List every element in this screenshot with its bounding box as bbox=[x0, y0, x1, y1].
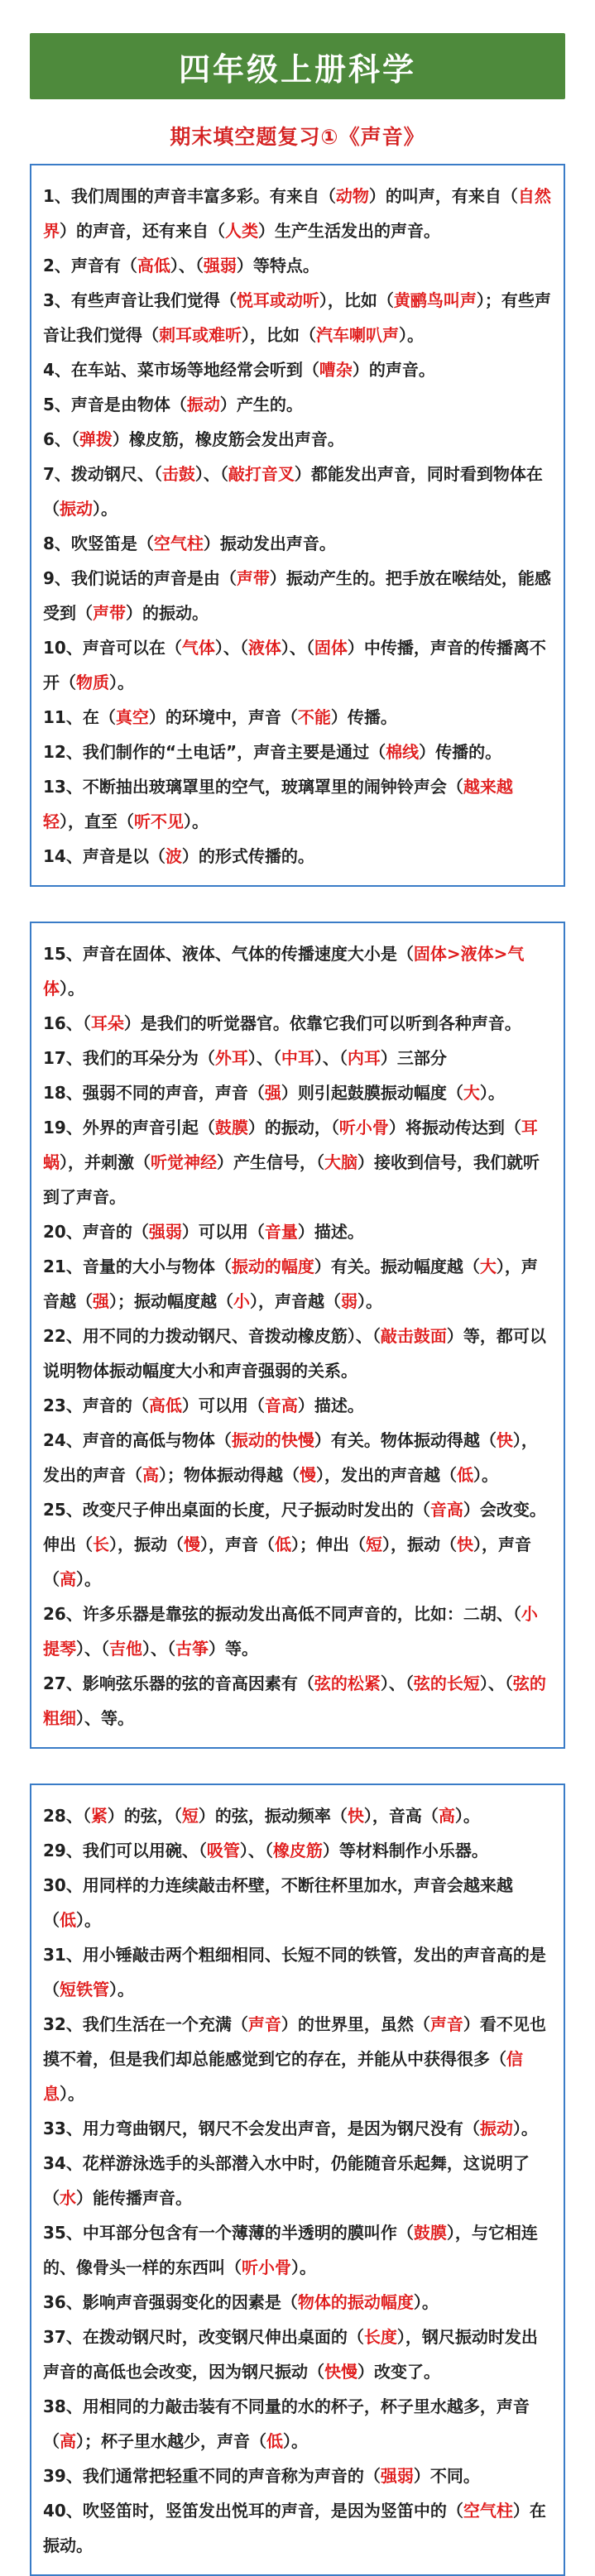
answer-text: 强 bbox=[264, 1083, 281, 1103]
question-text: ）能传播声音。 bbox=[76, 2188, 192, 2208]
question-item bbox=[43, 2389, 552, 2459]
question-text: ）振动产生的。把手放在喉结处，能感受到（ bbox=[43, 568, 551, 623]
question-item bbox=[43, 387, 552, 422]
answer-text: 吸管 bbox=[206, 1841, 240, 1860]
answer-text: 振动 bbox=[60, 499, 93, 519]
answer-text: 耳朵 bbox=[90, 1013, 124, 1033]
question-text: ），振动（ bbox=[382, 1535, 457, 1554]
question-text: ）。 bbox=[399, 325, 424, 345]
question-text: ）等，都可以说明物体振动幅度大小和声音强弱的关系。 bbox=[43, 1326, 546, 1381]
question-text: ）的振动，（ bbox=[247, 1118, 339, 1137]
answer-text: 弦的松紧 bbox=[314, 1673, 381, 1693]
question-item bbox=[43, 936, 552, 1006]
question-item bbox=[43, 1110, 552, 1214]
answer-text: 小 bbox=[233, 1291, 250, 1311]
answer-text: 自然界 bbox=[43, 186, 551, 241]
question-text: ）产生的。 bbox=[219, 395, 303, 414]
answer-text: 振动 bbox=[186, 395, 220, 414]
answer-text: 振动的幅度 bbox=[231, 1257, 314, 1276]
question-item bbox=[43, 352, 552, 387]
question-text: ）、（ bbox=[247, 1048, 281, 1068]
question-text: 15、声音在固体、液体、气体的传播速度大小是（ bbox=[43, 944, 414, 964]
question-text: 23、声音的（ bbox=[43, 1396, 149, 1415]
question-item bbox=[43, 1006, 552, 1041]
question-text: ），比如（ bbox=[319, 290, 394, 310]
answer-text: 汽车喇叭声 bbox=[316, 325, 399, 345]
question-text: ）、（ bbox=[214, 638, 248, 658]
question-text: ）不同。 bbox=[413, 2466, 480, 2486]
answer-text: 快 bbox=[496, 1430, 513, 1450]
question-text: ）改变了。 bbox=[357, 2362, 440, 2382]
answer-text: 越来越轻 bbox=[43, 777, 513, 831]
question-text: ），声音越（ bbox=[43, 1257, 538, 1311]
question-text: ）的叫声，有来自（ bbox=[368, 186, 518, 206]
question-item bbox=[43, 248, 552, 283]
answer-text: 高 bbox=[142, 1465, 159, 1485]
question-text: ）；有些声音让我们觉得（ bbox=[43, 290, 551, 345]
question-text: 7、拨动钢尺、（ bbox=[43, 464, 162, 484]
question-item bbox=[43, 179, 552, 248]
answer-text: 紧 bbox=[90, 1806, 108, 1826]
question-text: ）振动发出声音。 bbox=[203, 534, 336, 553]
question-text: 6、（ bbox=[43, 429, 79, 449]
question-item bbox=[43, 1249, 552, 1319]
answer-text: 短 bbox=[181, 1806, 199, 1826]
question-text: 25、改变尺子伸出桌面的长度，尺子振动时发出的（ bbox=[43, 1500, 430, 1520]
question-text: ）都能发出声音，同时看到物体在（ bbox=[43, 464, 543, 519]
question-text: ）。 bbox=[184, 812, 209, 831]
question-text: ）、（ bbox=[239, 1841, 273, 1860]
question-text: ）、（ bbox=[380, 1673, 414, 1693]
question-text: ）传播的。 bbox=[419, 742, 502, 762]
question-text: ）；振动幅度越（ bbox=[109, 1291, 233, 1311]
answer-text: 强弱 bbox=[380, 2466, 414, 2486]
answer-text: 人类 bbox=[225, 221, 258, 241]
question-text: ）、（ bbox=[142, 1639, 175, 1659]
question-text: 32、我们生活在一个充满（ bbox=[43, 2014, 248, 2034]
answer-text: 信息 bbox=[43, 2049, 523, 2104]
answer-text: 悦耳或动听 bbox=[236, 290, 319, 310]
question-text: 39、我们通常把轻重不同的声音称为声音的（ bbox=[43, 2466, 381, 2486]
answer-text: 内耳 bbox=[347, 1048, 381, 1068]
question-text: 29、我们可以用碗、（ bbox=[43, 1841, 207, 1860]
answer-text: 快慢 bbox=[324, 2362, 357, 2382]
question-text: ），比如（ bbox=[242, 325, 316, 345]
question-text: ）；物体振动得越（ bbox=[159, 1465, 300, 1485]
question-text: ）。 bbox=[291, 2258, 316, 2277]
question-text: ）；伸出（ bbox=[291, 1535, 366, 1554]
answer-text: 动物 bbox=[335, 186, 369, 206]
answer-text: 弱 bbox=[341, 1291, 357, 1311]
answer-text: 振动 bbox=[479, 2119, 513, 2138]
answer-text: 大脑 bbox=[324, 1152, 357, 1172]
question-text: ）橡皮筋，橡皮筋会发出声音。 bbox=[112, 429, 344, 449]
answer-text: 低 bbox=[457, 1465, 473, 1485]
answer-text: 听小骨 bbox=[338, 1118, 389, 1137]
question-panel-3 bbox=[30, 1784, 565, 2576]
question-text: 26、许多乐器是靠弦的振动发出高低不同声音的，比如：二胡、（ bbox=[43, 1604, 521, 1624]
question-item bbox=[43, 2007, 552, 2111]
answer-text: 弦的长短 bbox=[413, 1673, 480, 1693]
question-text: ）、（ bbox=[314, 1048, 348, 1068]
question-text: 20、声音的（ bbox=[43, 1222, 149, 1242]
answer-text: 低 bbox=[275, 1535, 291, 1554]
answer-text: 物体的振动幅度 bbox=[297, 2292, 414, 2312]
question-text: 19、外界的声音引起（ bbox=[43, 1118, 215, 1137]
answer-text: 听不见 bbox=[134, 812, 184, 831]
question-text: ）生产生活发出的声音。 bbox=[258, 221, 440, 241]
question-text: ），声音越（ bbox=[250, 1291, 341, 1311]
question-item bbox=[43, 1075, 552, 1110]
question-text: 22、用不同的力拨动钢尺、音拨动橡皮筋）、（ bbox=[43, 1326, 381, 1346]
question-item bbox=[43, 839, 552, 874]
question-text: 30、用同样的力连续敲击杯壁，不断往杯里加水，声音会越来越（ bbox=[43, 1875, 513, 1930]
answer-text: 慢 bbox=[300, 1465, 316, 1485]
question-text: ）。 bbox=[512, 2119, 538, 2138]
answer-text: 棉线 bbox=[386, 742, 420, 762]
question-text: ）。 bbox=[283, 2431, 308, 2451]
answer-text: 快 bbox=[457, 1535, 473, 1554]
question-text: ）等材料制作小乐器。 bbox=[322, 1841, 488, 1860]
question-text: ）；杯子里水越少，声音（ bbox=[76, 2431, 266, 2451]
question-panel-2 bbox=[30, 922, 565, 1749]
answer-text: 弦的粗细 bbox=[43, 1673, 546, 1728]
question-text: 18、强弱不同的声音，声音（ bbox=[43, 1083, 265, 1103]
question-text: ）、等。 bbox=[76, 1708, 134, 1728]
answer-text: 听觉神经 bbox=[151, 1152, 217, 1172]
question-text: ）的形式传播的。 bbox=[181, 846, 314, 866]
question-item bbox=[43, 2459, 552, 2493]
answer-text: 鼓膜 bbox=[413, 2223, 447, 2243]
answer-text: 嘈杂 bbox=[319, 360, 353, 380]
answer-text: 不能 bbox=[297, 707, 331, 727]
question-text: ）。 bbox=[479, 1083, 505, 1103]
question-item bbox=[43, 1666, 552, 1736]
question-item bbox=[43, 1388, 552, 1423]
question-text: 1、我们周围的声音丰富多彩。有来自（ bbox=[43, 186, 336, 206]
question-text: ）中传播，声音的传播离不开（ bbox=[43, 638, 546, 692]
answer-text: 物质 bbox=[76, 673, 109, 692]
question-text: ），声音（ bbox=[43, 1535, 531, 1589]
answer-text: 声带 bbox=[93, 603, 126, 623]
question-panel-1 bbox=[30, 164, 565, 887]
question-text: ）、（ bbox=[479, 1673, 513, 1693]
question-text: ）的声音，还有来自（ bbox=[60, 221, 225, 241]
answer-text: 鼓膜 bbox=[214, 1118, 248, 1137]
question-text: ）描述。 bbox=[297, 1396, 364, 1415]
question-item bbox=[43, 2215, 552, 2285]
question-item bbox=[43, 1798, 552, 1833]
question-text: ）。 bbox=[76, 1910, 101, 1930]
answer-text: 固体 bbox=[314, 638, 348, 658]
answer-text: 弹拨 bbox=[79, 429, 113, 449]
question-text: ）将振动传达到（ bbox=[388, 1118, 521, 1137]
question-item bbox=[43, 630, 552, 700]
question-text: ），发出的声音越（ bbox=[316, 1465, 457, 1485]
question-text: ）。 bbox=[109, 673, 134, 692]
question-item bbox=[43, 1041, 552, 1075]
question-item bbox=[43, 457, 552, 526]
answer-text: 高低 bbox=[148, 1396, 182, 1415]
question-text: ）。 bbox=[413, 2292, 439, 2312]
answer-text: 大 bbox=[479, 1257, 497, 1276]
question-text: 4、在车站、菜市场等地经常会听到（ bbox=[43, 360, 319, 380]
question-text: ）等特点。 bbox=[236, 256, 319, 275]
answer-text: 大 bbox=[463, 1083, 480, 1103]
question-text: ）。 bbox=[93, 499, 118, 519]
question-text: ）的弦，（ bbox=[107, 1806, 182, 1826]
answer-text: 声带 bbox=[236, 568, 270, 588]
question-text: ）描述。 bbox=[297, 1222, 364, 1242]
answer-text: 黄鹂鸟叫声 bbox=[393, 290, 477, 310]
question-text: ）。 bbox=[454, 1806, 480, 1826]
page-subtitle: 期末填空题复习①《声音》 bbox=[170, 125, 425, 149]
question-text: ）的声音。 bbox=[352, 360, 435, 380]
question-text: ）接收到信号，我们就听到了声音。 bbox=[43, 1152, 540, 1207]
question-item bbox=[43, 1423, 552, 1492]
question-text: 2、声音有（ bbox=[43, 256, 137, 275]
answer-text: 音量 bbox=[264, 1222, 298, 1242]
question-text: 13、不断抽出玻璃罩里的空气，玻璃罩里的闹钟铃声会（ bbox=[43, 777, 463, 797]
question-text: ），并刺激（ bbox=[60, 1152, 151, 1172]
answer-text: 强弱 bbox=[148, 1222, 182, 1242]
question-item bbox=[43, 283, 552, 352]
question-item bbox=[43, 2320, 552, 2389]
answer-text: 慢 bbox=[184, 1535, 200, 1554]
question-item bbox=[43, 422, 552, 457]
answer-text: 固体>液体>气体 bbox=[43, 944, 525, 998]
question-item bbox=[43, 2285, 552, 2320]
question-text: ）产生信号，（ bbox=[217, 1152, 324, 1172]
answer-text: 橡皮筋 bbox=[272, 1841, 323, 1860]
answer-text: 空气柱 bbox=[153, 534, 204, 553]
answer-text: 真空 bbox=[115, 707, 149, 727]
question-text: 21、音量的大小与物体（ bbox=[43, 1257, 232, 1276]
question-item bbox=[43, 769, 552, 839]
question-text: 28、（ bbox=[43, 1806, 91, 1826]
question-item bbox=[43, 1597, 552, 1666]
question-item bbox=[43, 1937, 552, 2007]
question-text: ）、（ bbox=[194, 464, 228, 484]
question-text: ）等。 bbox=[209, 1639, 258, 1659]
question-text: ）。 bbox=[60, 979, 84, 998]
answer-text: 强弱 bbox=[203, 256, 237, 275]
question-text: ），与它相连的、像骨头一样的东西叫（ bbox=[43, 2223, 538, 2277]
answer-text: 古筝 bbox=[175, 1639, 209, 1659]
question-text: ）的振动。 bbox=[126, 603, 209, 623]
question-text: 16、（ bbox=[43, 1013, 91, 1033]
answer-text: 短 bbox=[366, 1535, 382, 1554]
question-item bbox=[43, 1492, 552, 1597]
answer-text: 波 bbox=[165, 846, 182, 866]
question-text: 14、声音是以（ bbox=[43, 846, 166, 866]
question-text: 38、用相同的力敲击装有不同量的水的杯子，杯子里水越多，声音（ bbox=[43, 2396, 530, 2451]
question-text: 37、在拨动钢尺时，改变钢尺伸出桌面的（ bbox=[43, 2327, 364, 2347]
question-text: 3、有些声音让我们觉得（ bbox=[43, 290, 237, 310]
question-text: ）。 bbox=[76, 1569, 101, 1589]
answer-text: 低 bbox=[266, 2431, 283, 2451]
answer-text: 水 bbox=[60, 2188, 76, 2208]
answer-text: 吉他 bbox=[109, 1639, 142, 1659]
question-text: ）的环境中，声音（ bbox=[148, 707, 298, 727]
answer-text: 高低 bbox=[137, 256, 170, 275]
answer-text: 耳蜗 bbox=[43, 1118, 538, 1172]
question-text: ），振动（ bbox=[109, 1535, 184, 1554]
answer-text: 刺耳或难听 bbox=[159, 325, 242, 345]
answer-text: 中耳 bbox=[281, 1048, 314, 1068]
answer-text: 音高 bbox=[429, 1500, 463, 1520]
question-item bbox=[43, 1833, 552, 1868]
answer-text: 声音 bbox=[247, 2014, 281, 2034]
question-text: 24、声音的高低与物体（ bbox=[43, 1430, 232, 1450]
answer-text: 击鼓 bbox=[161, 464, 195, 484]
question-item bbox=[43, 1868, 552, 1937]
question-text: ）可以用（ bbox=[181, 1222, 265, 1242]
question-text: ）有关。振动幅度越（ bbox=[314, 1257, 480, 1276]
question-text: ）。 bbox=[473, 1465, 498, 1485]
question-item bbox=[43, 561, 552, 630]
question-text: ），发出的声音（ bbox=[43, 1430, 538, 1485]
question-text: 34、花样游泳选手的头部潜入水中时，仍能随音乐起舞，这说明了（ bbox=[43, 2153, 530, 2208]
question-text: ）则引起鼓膜振动幅度（ bbox=[281, 1083, 463, 1103]
title-banner bbox=[30, 33, 565, 99]
question-text: ），钢尺振动时发出声音的高低也会改变，因为钢尺振动（ bbox=[43, 2327, 538, 2382]
question-item bbox=[43, 526, 552, 561]
question-text: 35、中耳部分包含有一个薄薄的半透明的膜叫作（ bbox=[43, 2223, 414, 2243]
question-text: 33、用力弯曲钢尺，钢尺不会发出声音，是因为钢尺没有（ bbox=[43, 2119, 480, 2138]
question-text: 10、声音可以在（ bbox=[43, 638, 182, 658]
answer-text: 气体 bbox=[181, 638, 215, 658]
question-item bbox=[43, 735, 552, 769]
answer-text: 长度 bbox=[363, 2327, 397, 2347]
answer-text: 空气柱 bbox=[463, 2501, 513, 2521]
question-text: ）有关。物体振动得越（ bbox=[314, 1430, 497, 1450]
question-text: 12、我们制作的“土电话”，声音主要是通过（ bbox=[43, 742, 386, 762]
answer-text: 液体 bbox=[247, 638, 281, 658]
question-text: ）会改变。伸出（ bbox=[43, 1500, 546, 1554]
answer-text: 长 bbox=[93, 1535, 109, 1554]
worksheet-page bbox=[0, 33, 595, 2559]
question-item bbox=[43, 1214, 552, 1249]
answer-text: 外耳 bbox=[214, 1048, 248, 1068]
question-text: 8、吹竖笛是（ bbox=[43, 534, 154, 553]
answer-text: 高 bbox=[438, 1806, 455, 1826]
answer-text: 短铁管 bbox=[60, 1980, 109, 1999]
question-text: ）、（ bbox=[76, 1639, 109, 1659]
question-text: ），直至（ bbox=[60, 812, 134, 831]
question-text: ），音高（ bbox=[363, 1806, 439, 1826]
question-text: ）的弦，振动频率（ bbox=[198, 1806, 348, 1826]
question-text: 27、影响弦乐器的弦的音高因素有（ bbox=[43, 1673, 314, 1693]
answer-text: 强 bbox=[93, 1291, 109, 1311]
answer-text: 听小骨 bbox=[242, 2258, 291, 2277]
answer-text: 高 bbox=[60, 1569, 76, 1589]
answer-text: 快 bbox=[347, 1806, 364, 1826]
question-text: 17、我们的耳朵分为（ bbox=[43, 1048, 215, 1068]
question-text: ），声音（ bbox=[200, 1535, 275, 1554]
question-text: ）。 bbox=[357, 1291, 382, 1311]
question-text: ）的世界里，虽然（ bbox=[281, 2014, 430, 2034]
question-text: ）、（ bbox=[170, 256, 204, 275]
question-item bbox=[43, 2111, 552, 2146]
page-title: 四年级上册科学 bbox=[178, 50, 416, 88]
answer-text: 敲打音叉 bbox=[228, 464, 295, 484]
answer-text: 高 bbox=[60, 2431, 76, 2451]
question-text: 5、声音是由物体（ bbox=[43, 395, 187, 414]
answer-text: 振动的快慢 bbox=[231, 1430, 314, 1450]
question-text: ）是我们的听觉器官。依靠它我们可以听到各种声音。 bbox=[123, 1013, 521, 1033]
question-text: ）。 bbox=[109, 1980, 134, 1999]
question-text: ）传播。 bbox=[330, 707, 397, 727]
question-text: 11、在（ bbox=[43, 707, 116, 727]
question-text: ）、（ bbox=[281, 638, 314, 658]
question-item bbox=[43, 2493, 552, 2563]
question-item bbox=[43, 700, 552, 735]
question-text: 9、我们说话的声音是由（ bbox=[43, 568, 237, 588]
question-text: 36、影响声音强弱变化的因素是（ bbox=[43, 2292, 298, 2312]
question-text: 31、用小锤敲击两个粗细相同、长短不同的铁管，发出的声音高的是（ bbox=[43, 1945, 546, 1999]
answer-text: 声音 bbox=[429, 2014, 463, 2034]
answer-text: 低 bbox=[60, 1910, 76, 1930]
question-text: ）可以用（ bbox=[181, 1396, 265, 1415]
question-text: ）在振动。 bbox=[43, 2501, 546, 2555]
answer-text: 敲击鼓面 bbox=[380, 1326, 447, 1346]
answer-text: 小提琴 bbox=[43, 1604, 538, 1659]
question-text: ）三部分 bbox=[380, 1048, 447, 1068]
question-text: ）看不见也摸不着，但是我们却总能感觉到它的存在，并能从中获得很多（ bbox=[43, 2014, 546, 2069]
question-item bbox=[43, 1319, 552, 1388]
answer-text: 音高 bbox=[264, 1396, 298, 1415]
question-text: ）。 bbox=[60, 2084, 84, 2104]
question-item bbox=[43, 2146, 552, 2215]
question-text: 40、吹竖笛时，竖笛发出悦耳的声音，是因为竖笛中的（ bbox=[43, 2501, 463, 2521]
